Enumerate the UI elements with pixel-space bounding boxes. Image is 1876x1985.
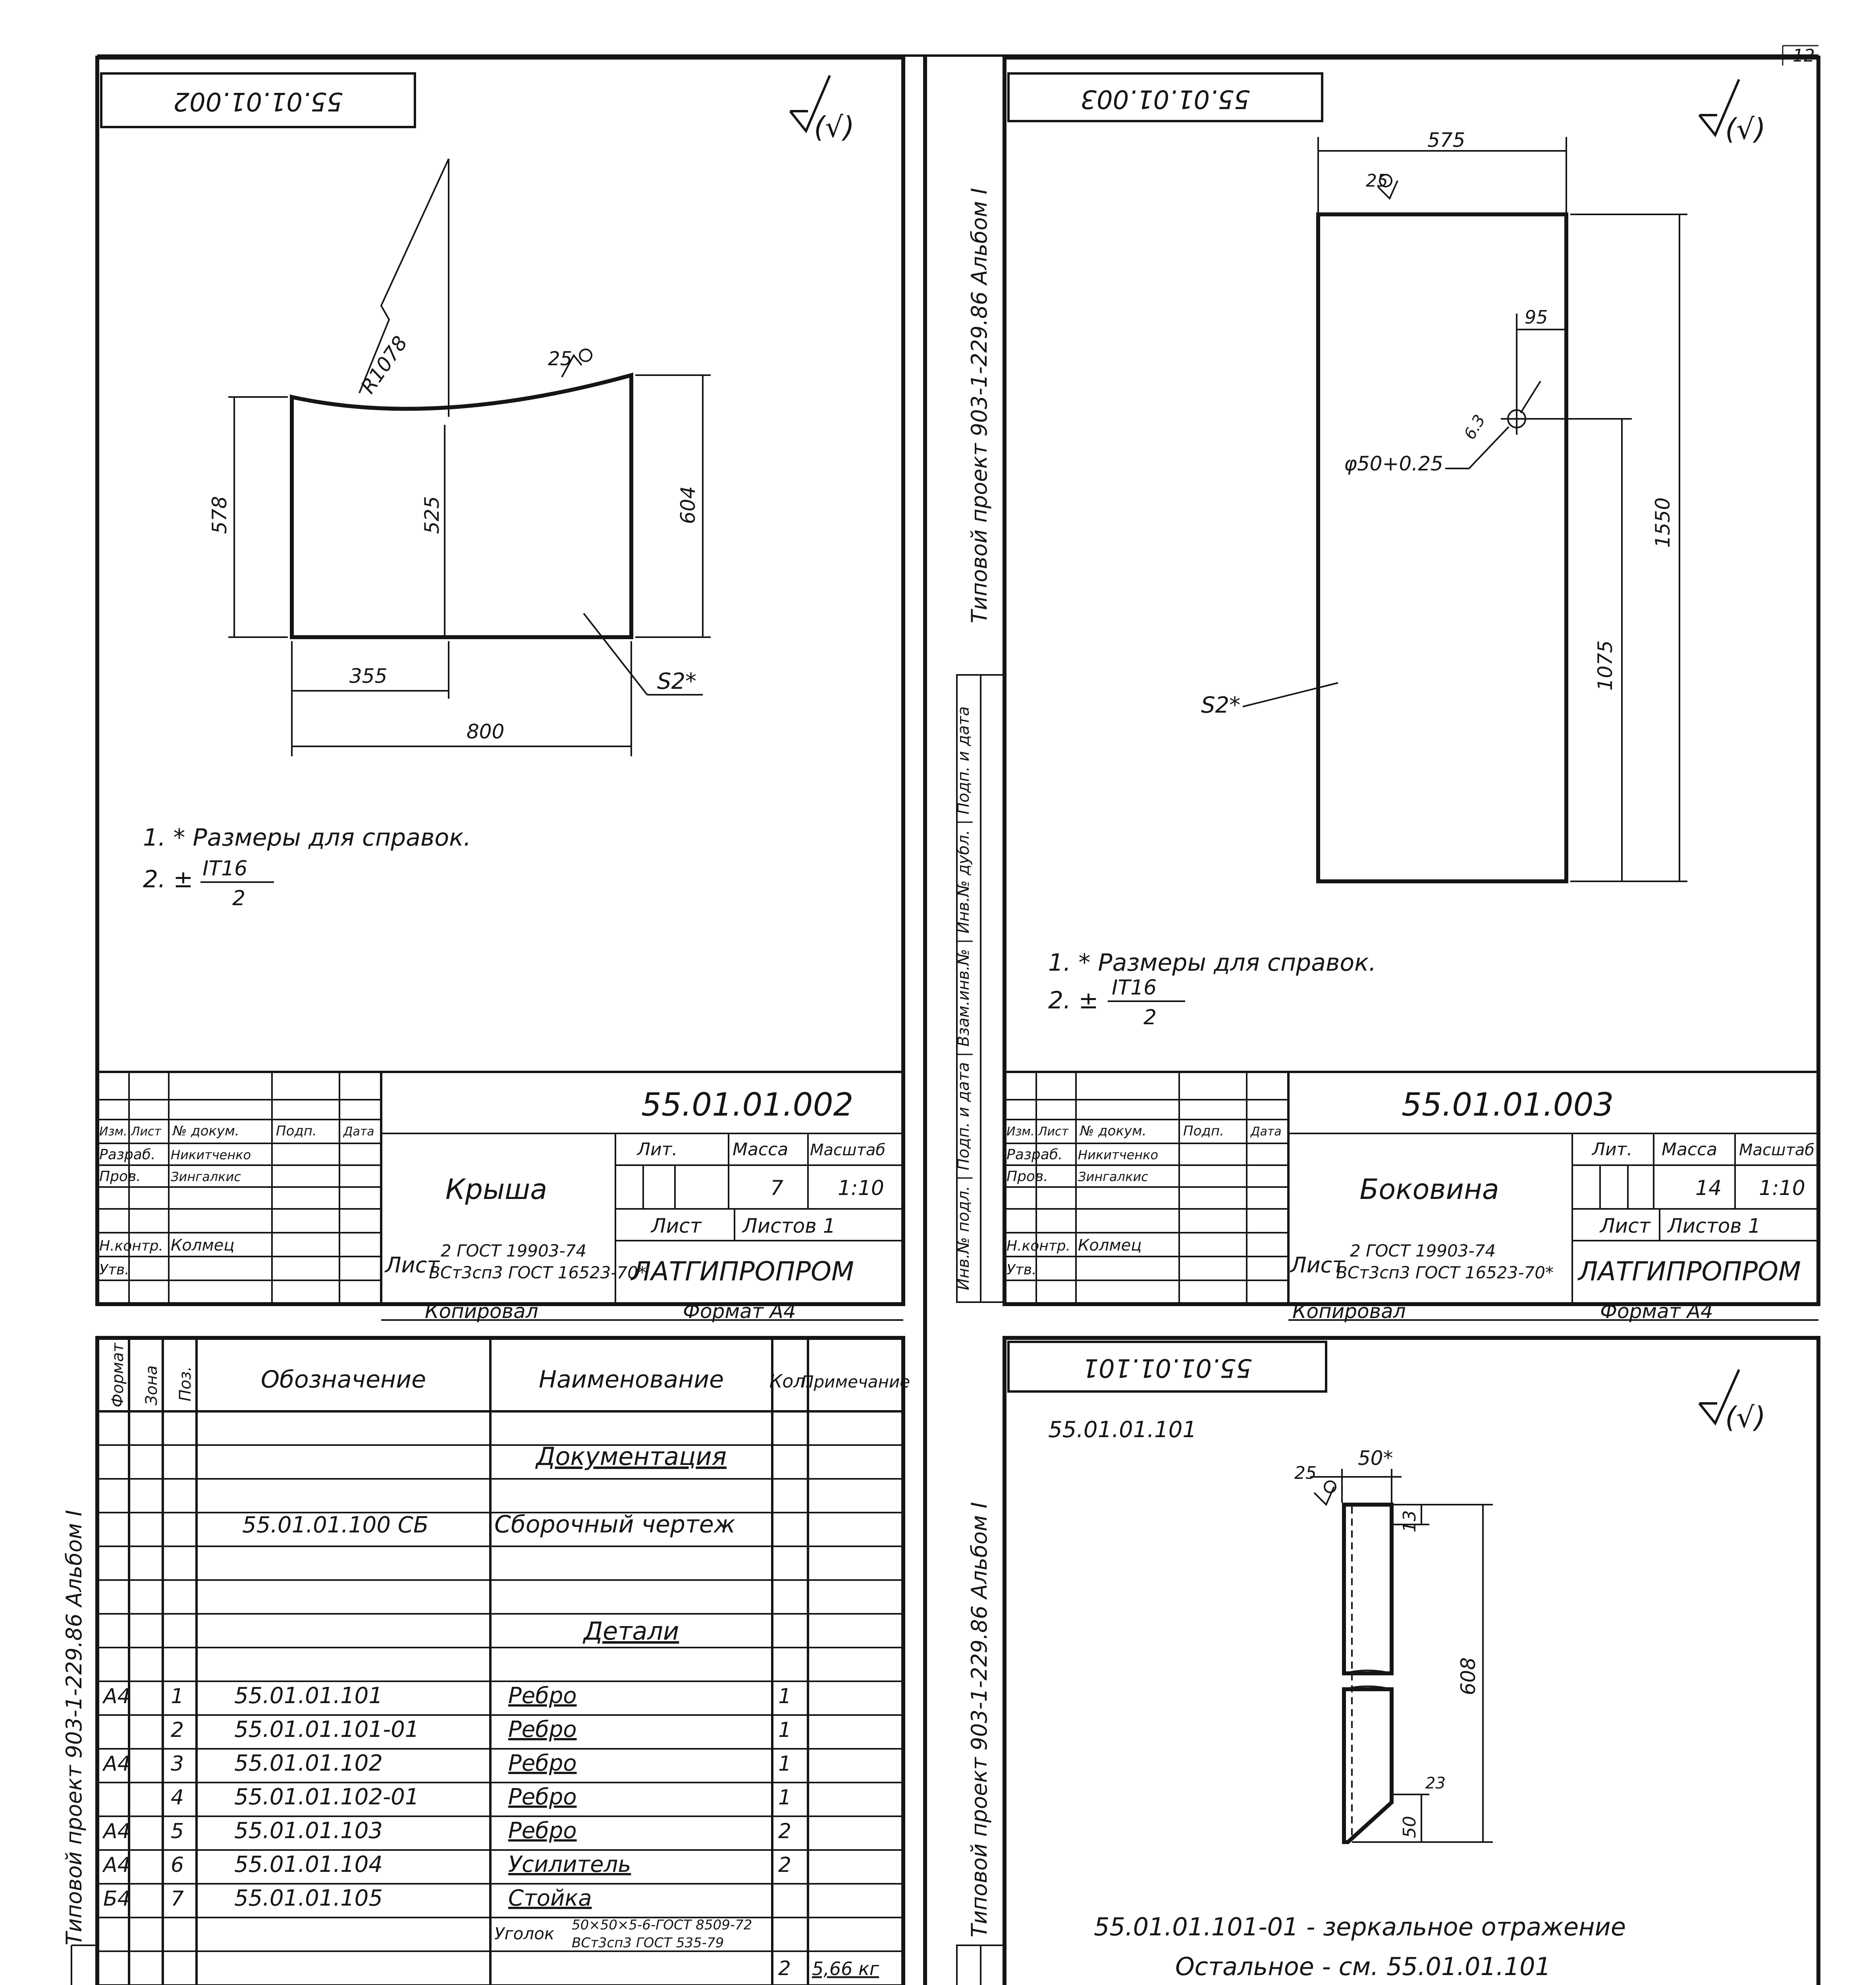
section-details: Детали <box>583 1617 679 1646</box>
spec-cell-pos: 4 <box>171 1786 184 1810</box>
sheet-top-right <box>954 58 1818 1323</box>
svg-text:Колмец: Колмец <box>1078 1236 1142 1255</box>
copied-tl: Копировал <box>425 1300 538 1323</box>
svg-text:(√): (√) <box>1725 112 1766 146</box>
svg-text:14: 14 <box>1695 1176 1722 1200</box>
svg-text:25: 25 <box>1294 1463 1317 1483</box>
svg-text:2 ГОСТ 19903-74: 2 ГОСТ 19903-74 <box>1350 1241 1496 1260</box>
svg-text:1075: 1075 <box>1594 640 1617 691</box>
spec-cell-name: Стойка <box>508 1885 592 1911</box>
svg-text:№ докум.: № докум. <box>173 1123 239 1139</box>
note-ref-tl: 1. * Размеры для справок. <box>143 824 471 852</box>
spec-items <box>102 1683 791 1911</box>
svg-text:Разраб.: Разраб. <box>99 1147 156 1163</box>
svg-text:2: 2 <box>778 1957 791 1980</box>
code-stamp-tl: 55.01.01.002 <box>173 87 343 116</box>
spec-cell-code: 55.01.01.101 <box>234 1683 383 1709</box>
roughness-symbol-tl <box>790 75 854 144</box>
rib-drawing <box>1294 1447 1493 1842</box>
svg-text:Масштаб: Масштаб <box>810 1141 886 1159</box>
spec-cell-code: 55.01.01.102-01 <box>234 1784 419 1810</box>
svg-text:5,66 кг: 5,66 кг <box>812 1958 879 1979</box>
section-documentation: Документация <box>536 1442 727 1471</box>
svg-text:Лист: Лист <box>385 1253 440 1278</box>
svg-text:Масса: Масса <box>733 1139 789 1160</box>
svg-text:50: 50 <box>1400 1816 1420 1838</box>
sheet-bottom-right <box>954 1338 1818 1985</box>
svg-text:Разраб.: Разраб. <box>1006 1147 1063 1163</box>
svg-text:Листов 1: Листов 1 <box>1668 1214 1761 1237</box>
spec-table <box>97 1338 910 1985</box>
spec-cell-name: Ребро <box>508 1750 577 1776</box>
svg-text:Лист: Лист <box>651 1214 702 1237</box>
svg-text:50*: 50* <box>1358 1447 1393 1470</box>
spec-cell-code: 55.01.01.102 <box>234 1750 383 1776</box>
title-code-tr: 55.01.01.003 <box>1402 1086 1614 1123</box>
side-project-tr: Типовой проект 903-1-229.86 Альбом I <box>967 188 992 623</box>
svg-text:Пров.: Пров. <box>99 1168 141 1185</box>
svg-text:2 ГОСТ 19903-74: 2 ГОСТ 19903-74 <box>441 1241 587 1260</box>
side-stamp-tr: Инв.№ подл. | Подп. и дата | Взам.инв.№ | Инв.№ дубл. | Подп. и дата <box>954 706 973 1290</box>
title-code-tl: 55.01.01.002 <box>641 1086 854 1123</box>
spec-cell-pos: 1 <box>171 1684 184 1708</box>
svg-text:IT16: IT16 <box>202 857 248 881</box>
mirror-line-2: Остальное - см. 55.01.01.101 <box>1175 1952 1551 1981</box>
spec-cell-fmt: А4 <box>103 1853 131 1877</box>
spec-cell-pos: 6 <box>171 1853 184 1877</box>
spec-cell-fmt: А4 <box>103 1752 131 1776</box>
code-stamp-br: 55.01.01.101 <box>1082 1353 1252 1382</box>
svg-text:Никитченко: Никитченко <box>1078 1147 1159 1162</box>
spec-cell-qty: 1 <box>778 1752 792 1776</box>
svg-text:Масса: Масса <box>1662 1139 1718 1160</box>
svg-text:Лит.: Лит. <box>637 1139 678 1160</box>
spec-cell-code: 55.01.01.105 <box>234 1885 383 1911</box>
spec-cell-pos: 5 <box>171 1819 184 1843</box>
spec-cell-qty: 2 <box>778 1819 792 1843</box>
spec-cell-name: Ребро <box>508 1784 577 1810</box>
svg-text:Формат: Формат <box>109 1343 127 1407</box>
roughness-symbol-tr <box>1699 79 1766 146</box>
svg-text:IT16: IT16 <box>1112 976 1157 1000</box>
note-tol-tr: 2. ± <box>1048 987 1099 1014</box>
svg-text:Зона: Зона <box>143 1365 161 1405</box>
roof-part-drawing <box>208 159 711 756</box>
svg-text:Лит.: Лит. <box>1592 1139 1633 1160</box>
note-tol-tl: 2. ± <box>143 865 193 893</box>
svg-text:Уголок: Уголок <box>494 1924 555 1943</box>
svg-text:Лист: Лист <box>1290 1253 1345 1278</box>
svg-text:Дата: Дата <box>1251 1125 1282 1139</box>
svg-text:2: 2 <box>232 887 246 910</box>
part-name-tr: Боковина <box>1359 1173 1499 1206</box>
svg-text:Масштаб: Масштаб <box>1739 1141 1815 1159</box>
part-code-br: 55.01.01.101 <box>1048 1417 1197 1443</box>
svg-text:ВСт3сп3 ГОСТ 16523-70*: ВСт3сп3 ГОСТ 16523-70* <box>1336 1263 1554 1282</box>
side-project-bl: Типовой проект 903-1-229.86 Альбом I <box>62 1510 87 1945</box>
side-panel-drawing <box>1201 129 1687 881</box>
svg-text:Наименование: Наименование <box>538 1366 724 1393</box>
svg-text:Примечание: Примечание <box>801 1372 910 1391</box>
spec-cell-name: Ребро <box>508 1717 577 1742</box>
svg-text:6.3: 6.3 <box>1460 411 1489 443</box>
spec-cell-qty: 1 <box>778 1718 792 1742</box>
spec-cell-code: 55.01.01.104 <box>234 1852 383 1877</box>
spec-cell-code: 55.01.01.103 <box>234 1818 383 1844</box>
mirror-line-1: 55.01.01.101-01 - зеркальное отражение <box>1094 1912 1626 1941</box>
sheet-top-left <box>97 58 903 1323</box>
svg-text:ЛАТГИПРОПРОМ: ЛАТГИПРОПРОМ <box>631 1256 854 1287</box>
svg-text:Обозначение: Обозначение <box>260 1366 426 1393</box>
svg-text:1:10: 1:10 <box>1759 1176 1805 1200</box>
title-block-tr <box>1005 1072 1818 1304</box>
spec-cell-code: 55.01.01.101-01 <box>234 1717 419 1742</box>
svg-text:ЛАТГИПРОПРОМ: ЛАТГИПРОПРОМ <box>1578 1256 1801 1287</box>
spec-cell-fmt: А4 <box>103 1819 131 1843</box>
svg-text:R1078: R1078 <box>356 331 412 398</box>
svg-text:23: 23 <box>1425 1774 1446 1792</box>
svg-text:Изм.: Изм. <box>99 1125 127 1139</box>
spec-cell-qty: 1 <box>778 1684 792 1708</box>
spec-cell-pos: 7 <box>171 1887 184 1911</box>
spec-cell-name: Усилитель <box>508 1852 631 1877</box>
svg-text:Н.контр.: Н.контр. <box>1006 1238 1071 1254</box>
svg-text:Подп.: Подп. <box>1183 1123 1224 1139</box>
svg-text:Листов 1: Листов 1 <box>742 1214 836 1237</box>
svg-text:Лист: Лист <box>1038 1125 1069 1139</box>
svg-text:355: 355 <box>349 665 388 688</box>
sheet-number: 12 <box>1793 46 1815 66</box>
svg-text:1:10: 1:10 <box>838 1176 884 1200</box>
svg-text:575: 575 <box>1427 129 1465 152</box>
svg-text:578: 578 <box>208 496 231 534</box>
spec-cell-qty: 1 <box>778 1786 792 1810</box>
svg-text:13: 13 <box>1400 1510 1420 1532</box>
side-project-br: Типовой проект 903-1-229.86 Альбом I <box>967 1502 992 1937</box>
part-name-tl: Крыша <box>445 1173 548 1206</box>
svg-text:№ докум.: № докум. <box>1080 1123 1147 1139</box>
sheet-bottom-left <box>62 1338 910 1985</box>
svg-text:25: 25 <box>548 348 573 370</box>
spec-cell-qty: 2 <box>778 1853 792 1877</box>
svg-text:Никитченко: Никитченко <box>171 1147 251 1162</box>
format-tr: Формат А4 <box>1600 1300 1713 1323</box>
svg-text:Утв.: Утв. <box>99 1262 129 1278</box>
svg-text:25: 25 <box>1366 171 1388 191</box>
svg-text:Зингалкис: Зингалкис <box>1078 1169 1148 1184</box>
svg-text:604: 604 <box>677 486 700 524</box>
svg-text:Зингалкис: Зингалкис <box>171 1169 241 1184</box>
spec-cell-pos: 3 <box>171 1752 184 1776</box>
svg-text:525: 525 <box>420 496 443 534</box>
svg-text:ВСт3сп3 ГОСТ 535-79: ВСт3сп3 ГОСТ 535-79 <box>572 1935 724 1951</box>
svg-text:Изм.: Изм. <box>1006 1125 1035 1139</box>
svg-text:1550: 1550 <box>1651 497 1674 548</box>
spec-cell-fmt: Б4 <box>103 1887 131 1911</box>
roughness-symbol-br <box>1699 1370 1766 1434</box>
svg-text:Подп.: Подп. <box>276 1123 317 1139</box>
svg-text:(√): (√) <box>1725 1401 1766 1434</box>
spec-cell-name: Ребро <box>508 1683 577 1709</box>
svg-text:(√): (√) <box>814 110 855 144</box>
svg-text:φ50+0.25: φ50+0.25 <box>1344 452 1443 475</box>
svg-text:55.01.01.100 СБ: 55.01.01.100 СБ <box>242 1512 429 1538</box>
svg-text:608: 608 <box>1457 1657 1480 1695</box>
svg-text:95: 95 <box>1525 306 1548 328</box>
svg-text:Н.контр.: Н.контр. <box>99 1238 164 1254</box>
svg-text:Поз.: Поз. <box>176 1366 195 1401</box>
title-block-tl <box>97 1072 903 1304</box>
svg-text:7: 7 <box>770 1176 784 1200</box>
spec-cell-fmt: А4 <box>103 1684 131 1708</box>
note-ref-tr: 1. * Размеры для справок. <box>1048 949 1377 977</box>
svg-text:Лист: Лист <box>131 1125 162 1139</box>
svg-text:S2*: S2* <box>657 669 697 694</box>
svg-text:Утв.: Утв. <box>1006 1262 1037 1278</box>
spec-cell-name: Ребро <box>508 1818 577 1844</box>
svg-text:Лист: Лист <box>1600 1214 1650 1237</box>
code-stamp-tr: 55.01.01.003 <box>1080 84 1250 114</box>
svg-text:2: 2 <box>1143 1006 1157 1029</box>
format-tl: Формат А4 <box>683 1300 796 1323</box>
svg-text:S2*: S2* <box>1201 692 1241 718</box>
svg-text:Сборочный чертеж: Сборочный чертеж <box>494 1511 735 1538</box>
copied-tr: Копировал <box>1292 1300 1406 1323</box>
svg-text:Кол.: Кол. <box>769 1370 811 1392</box>
svg-text:50×50×5-6-ГОСТ 8509-72: 50×50×5-6-ГОСТ 8509-72 <box>572 1917 752 1933</box>
svg-text:Дата: Дата <box>343 1125 374 1139</box>
svg-text:ВСт3сп3 ГОСТ 16523-70*: ВСт3сп3 ГОСТ 16523-70* <box>429 1263 646 1282</box>
svg-text:800: 800 <box>467 720 505 743</box>
svg-text:Пров.: Пров. <box>1006 1168 1048 1185</box>
svg-text:Колмец: Колмец <box>171 1236 235 1255</box>
spec-cell-pos: 2 <box>171 1718 184 1742</box>
